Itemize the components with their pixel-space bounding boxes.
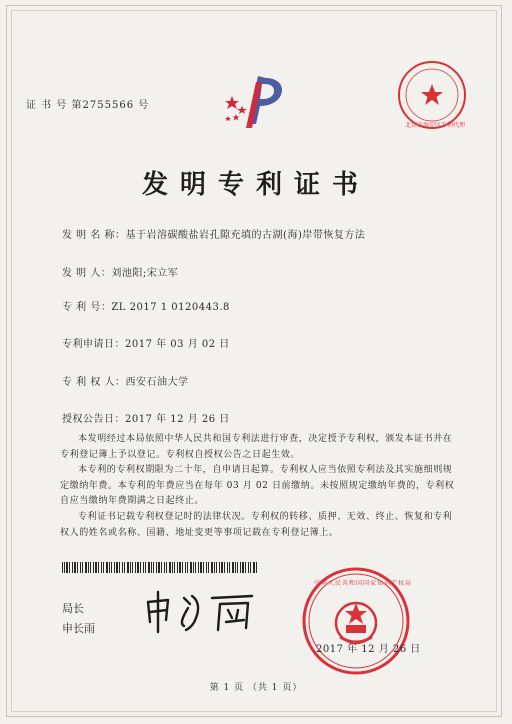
field-value: ZL 2017 1 0120443.8: [111, 302, 230, 313]
field-value: 基于岩溶碳酸盐岩孔隙充填的古湖(海)岸带恢复方法: [125, 230, 366, 241]
page-indicator: 第 1 页 （共 1 页）: [209, 683, 303, 693]
field-value: 2017 年 03 月 02 日: [125, 339, 230, 350]
field-label: 专 利 号：: [62, 302, 112, 313]
field-value: 2017 年 12 月 26 日: [125, 414, 230, 425]
barcode: [62, 562, 257, 573]
body-paragraph: 本专利的专利权期限为二十年，自申请日起算。专利权人应当依照专利法及其实施细则规定缴纳年费。本专利的年费应当在每年 03 月 02 日前缴纳。未按照规定缴纳年费的，专利权自应当缴纳年费期满之日起终止。: [60, 465, 455, 506]
field-patentee: [62, 373, 189, 388]
page-title: 发明专利证书: [141, 170, 370, 200]
body-paragraph: 本发明经过本局依照中华人民共和国专利法进行审查，决定授予专利权，颁发本证书并在专利登记簿上予以登记。专利权自授权公告之日起生效。: [60, 434, 453, 460]
director-signature: [140, 588, 260, 634]
field-label: 授权公告日：: [62, 414, 125, 425]
field-grant-date: [62, 410, 230, 425]
field-label: 专利申请日：: [62, 339, 125, 350]
field-invention-name: [62, 226, 365, 241]
field-label: 发 明 人：: [62, 268, 112, 279]
field-application-date: [62, 335, 230, 350]
seal-date: 2017 年 12 月 26 日: [316, 644, 421, 655]
field-inventors: [62, 264, 178, 279]
body-paragraph: 专利证书记载专利权登记时的法律状况。专利权的转移、质押、无效、终止、恢复和专利权人的姓名或名称、国籍、地址变更等事项记载在专利登记簿上。: [60, 512, 453, 538]
official-seal-text: 中华人民共和国国家知识产权局: [314, 580, 413, 587]
patent-office-logo: [222, 72, 294, 132]
certificate-number: 证 书 号 第2755566 号: [26, 100, 150, 111]
field-value: 西安石油大学: [125, 377, 189, 388]
agency-stamp-text: 北京市海淀区专利代理: [405, 122, 466, 129]
field-patent-number: [62, 298, 230, 313]
field-label: 发 明 名 称：: [62, 230, 126, 241]
field-value: 刘池阳;宋立军: [111, 268, 179, 279]
director-title: 局长: [62, 602, 84, 615]
field-label: 专 利 权 人：: [62, 377, 126, 388]
director-name: 申长雨: [62, 622, 95, 635]
